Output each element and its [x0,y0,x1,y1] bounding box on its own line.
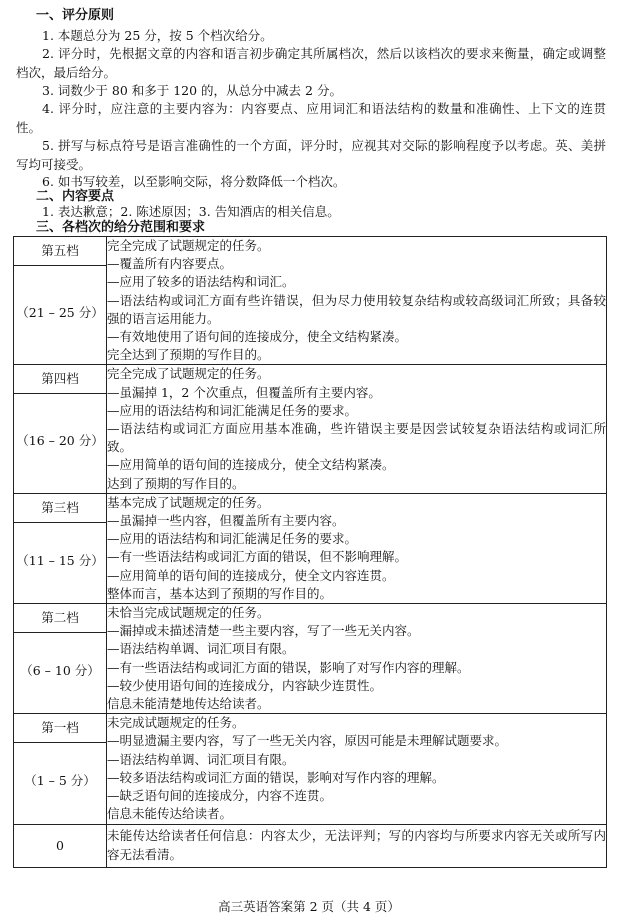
description-line: —语法结构单调、词汇项目有限。 [107,751,295,767]
table-row [14,604,607,714]
description-line: —语法结构单调、词汇项目有限。 [107,641,295,657]
level-cell [14,493,107,603]
description-line: 未能传达给读者任何信息：内容太少，无法评判；写的内容均与所要求内容无关或所写内容无法看清。 [107,828,606,862]
table-row [14,824,607,867]
description-line: —有一些语法结构或词汇方面的错误，影响了对写作内容的理解。 [107,659,470,675]
description-line: —语法结构或词汇方面有些许错误，但为尽力使用较复杂结构或较高级词汇所致；具备较强的语言运用能力。 [107,292,606,326]
description-line: —语法结构或词汇方面应用基本准确，些许错误主要是因尝试较复杂语法结构或词汇所致。 [107,421,606,455]
description-line: 基本完成了试题规定的任务。 [107,494,270,510]
level-name: 第一档 [14,714,106,743]
principle-1: 1. 本题总分为 25 分，按 5 个档次给分。 [42,28,273,43]
description-line: —应用的语法结构和词汇能满足任务的要求。 [107,402,358,418]
description-line: —有一些语法结构或词汇方面的错误，但不影响理解。 [107,549,408,565]
principle-6: 6. 如书写较差，以至影响交际，将分数降低一个档次。 [42,174,346,189]
level-description [107,365,607,493]
description-line: 未恰当完成试题规定的任务。 [107,605,270,621]
description-line: 整体而言，基本达到了预期的写作目的。 [107,585,333,601]
description-line: —有效地使用了语句间的连接成分，使全文结构紧凑。 [107,329,408,345]
level-cell [14,824,107,867]
table-row [14,714,607,824]
description-line: 完全完成了试题规定的任务。 [107,238,270,253]
principle-2: 2. 评分时，先根据文章的内容和语言初步确定其所属档次，然后以该档次的要求来衡量，确定或调整档次，最后给分。 [16,46,606,80]
description-line: 完全完成了试题规定的任务。 [107,366,270,382]
description-line: —应用了较多的语法结构和词汇。 [107,274,295,290]
description-line: 信息未能传达给读者。 [107,806,233,822]
table-row [14,237,607,365]
description-line: 未完成试题规定的任务。 [107,715,245,731]
level-description [107,237,607,365]
level-description [107,493,607,603]
description-line: —应用简单的语句间的连接成分，使全文内容连贯。 [107,567,395,583]
level-name: 第二档 [14,604,106,633]
description-line: —虽漏掉 1，2 个次重点，但覆盖所有主要内容。 [107,384,381,400]
principle-4: 4. 评分时，应注意的主要内容为：内容要点、应用词汇和语法结构的数量和准确性、上下文的连贯性。 [16,101,606,135]
principle-5: 5. 拼写与标点符号是语言准确性的一个方面，评分时，应视其对交际的影响程度予以考虑。英、美拼写均可接受。 [16,138,606,172]
table-row [14,365,607,493]
level-name: 第三档 [14,494,106,523]
content-points-text: 1. 表达歉意；2. 陈述原因；3. 告知酒店的相关信息。 [42,204,340,219]
level-range: （1 – 5 分） [24,773,96,789]
description-line: —覆盖所有内容要点。 [107,256,233,272]
description-line: —缺乏语句间的连接成分，内容不连贯。 [107,788,333,804]
section-heading-scoring-principles: 一、评分原则 [36,8,115,23]
level-cell [14,237,107,365]
level-range: （6 – 10 分） [20,663,100,679]
description-line: 信息未能清楚地传达给读者。 [107,696,270,712]
description-line: —应用简单的语句间的连接成分，使全文结构紧凑。 [107,457,395,473]
level-range: （16 – 20 分） [16,433,104,449]
description-line: —较多语法结构或词汇方面的错误，影响对写作内容的理解。 [107,769,445,785]
level-description [107,824,607,867]
description-line: —较少使用语句间的连接成分，内容缺少连贯性。 [107,677,383,693]
description-line: —应用的语法结构和词汇能满足任务的要求。 [107,531,358,547]
page-footer: 高三英语答案第 2 页（共 4 页） [218,899,400,914]
level-cell [14,714,107,824]
description-line: —漏掉或未描述清楚一些主要内容，写了一些无关内容。 [107,623,420,639]
description-line: 完全达到了预期的写作目的。 [107,347,270,363]
section-heading-content-points: 二、内容要点 [36,189,115,204]
level-range: （21 – 25 分） [16,305,104,320]
description-line: —虽漏掉一些内容，但覆盖所有主要内容。 [107,513,345,529]
level-description [107,714,607,824]
level-name: 第五档 [14,237,106,266]
grading-table [13,236,607,868]
section-heading-grade-bands: 三、各档次的给分范围和要求 [36,220,206,235]
level-cell [14,604,107,714]
level-description [107,604,607,714]
level-name: 0 [56,838,64,853]
table-row [14,493,607,603]
description-line: —明显遗漏主要内容，写了一些无关内容，原因可能是未理解试题要求。 [107,733,508,749]
level-name: 第四档 [14,365,106,394]
level-range: （11 – 15 分） [16,552,104,568]
principle-3: 3. 词数少于 80 和多于 120 的，从总分中减去 2 分。 [42,83,342,98]
description-line: 达到了预期的写作目的。 [107,475,245,491]
level-cell [14,365,107,493]
